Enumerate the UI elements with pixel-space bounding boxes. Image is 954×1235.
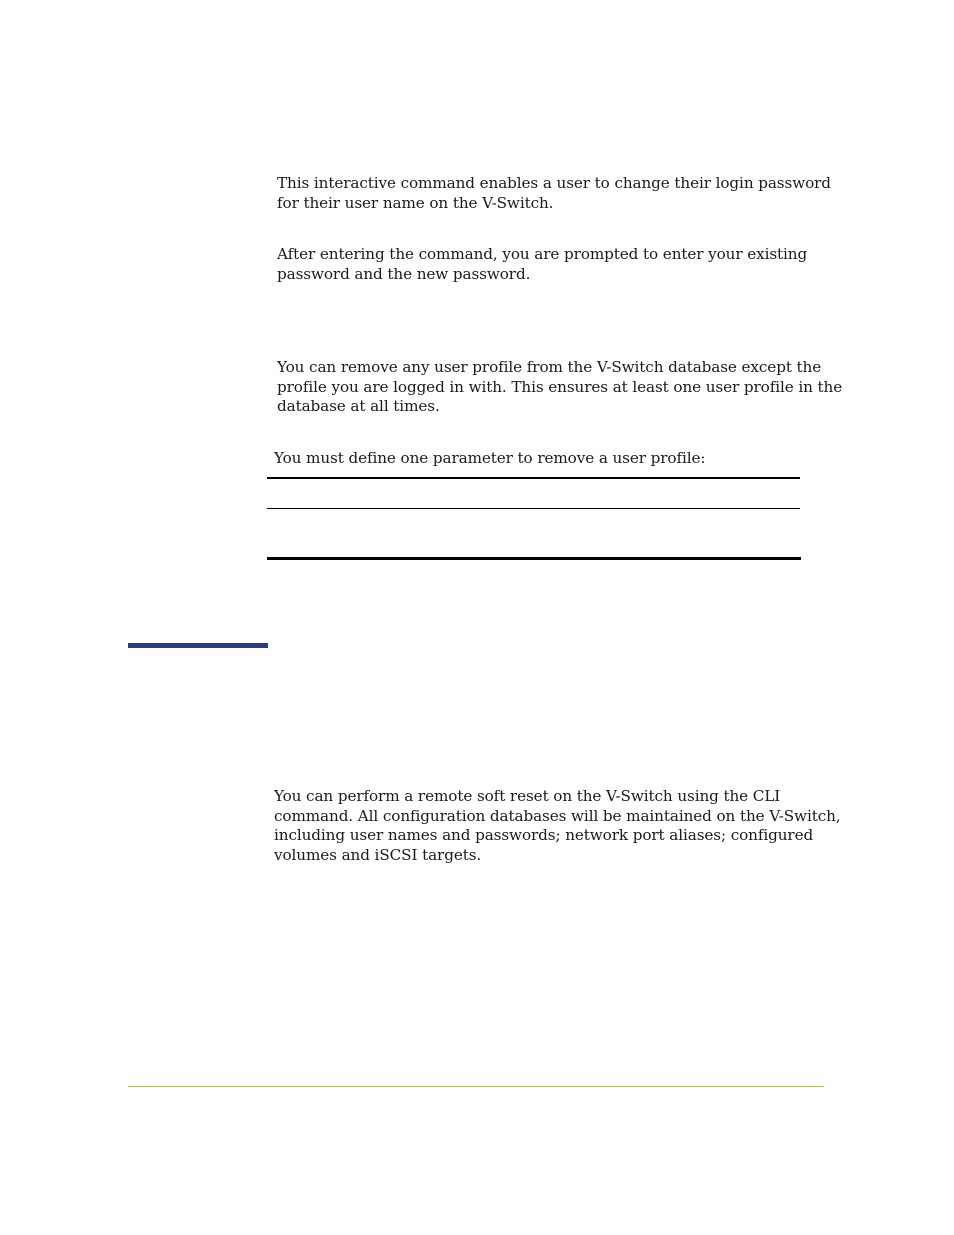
- text-line: You can remove any user profile from the V-Switch database except the: [277, 358, 822, 376]
- table-header-rule: [267, 508, 800, 509]
- parameter-note: You must define one parameter to remove a user profile:: [274, 449, 706, 467]
- text-line: database at all times.: [277, 397, 440, 415]
- footer-rule: [128, 1086, 824, 1087]
- text-line: command. All configuration databases will be maintained on the V-Switch,: [274, 806, 841, 825]
- text-line: You can perform a remote soft reset on the V-Switch using the CLI: [274, 787, 781, 805]
- text-line: After entering the command, you are prompted to enter your existing: [277, 245, 808, 263]
- remove-user-intro: [277, 358, 842, 417]
- change-password-prompt-note: [277, 245, 807, 284]
- table-top-rule: [267, 477, 800, 479]
- text-line: volumes and iSCSI targets.: [274, 845, 482, 864]
- text-line: This interactive command enables a user to change their login password: [277, 174, 831, 192]
- reset-description: [274, 787, 841, 865]
- text-line: for their user name on the V-Switch.: [277, 193, 554, 212]
- text-line: password and the new password.: [277, 264, 531, 283]
- text-line: including user names and passwords; network port aliases; configured: [274, 826, 814, 844]
- section-heading-bar: [128, 643, 268, 648]
- table-bottom-rule: [267, 557, 801, 560]
- change-password-intro: [277, 174, 831, 213]
- text-line: profile you are logged in with. This ensures at least one user profile in the: [277, 377, 843, 396]
